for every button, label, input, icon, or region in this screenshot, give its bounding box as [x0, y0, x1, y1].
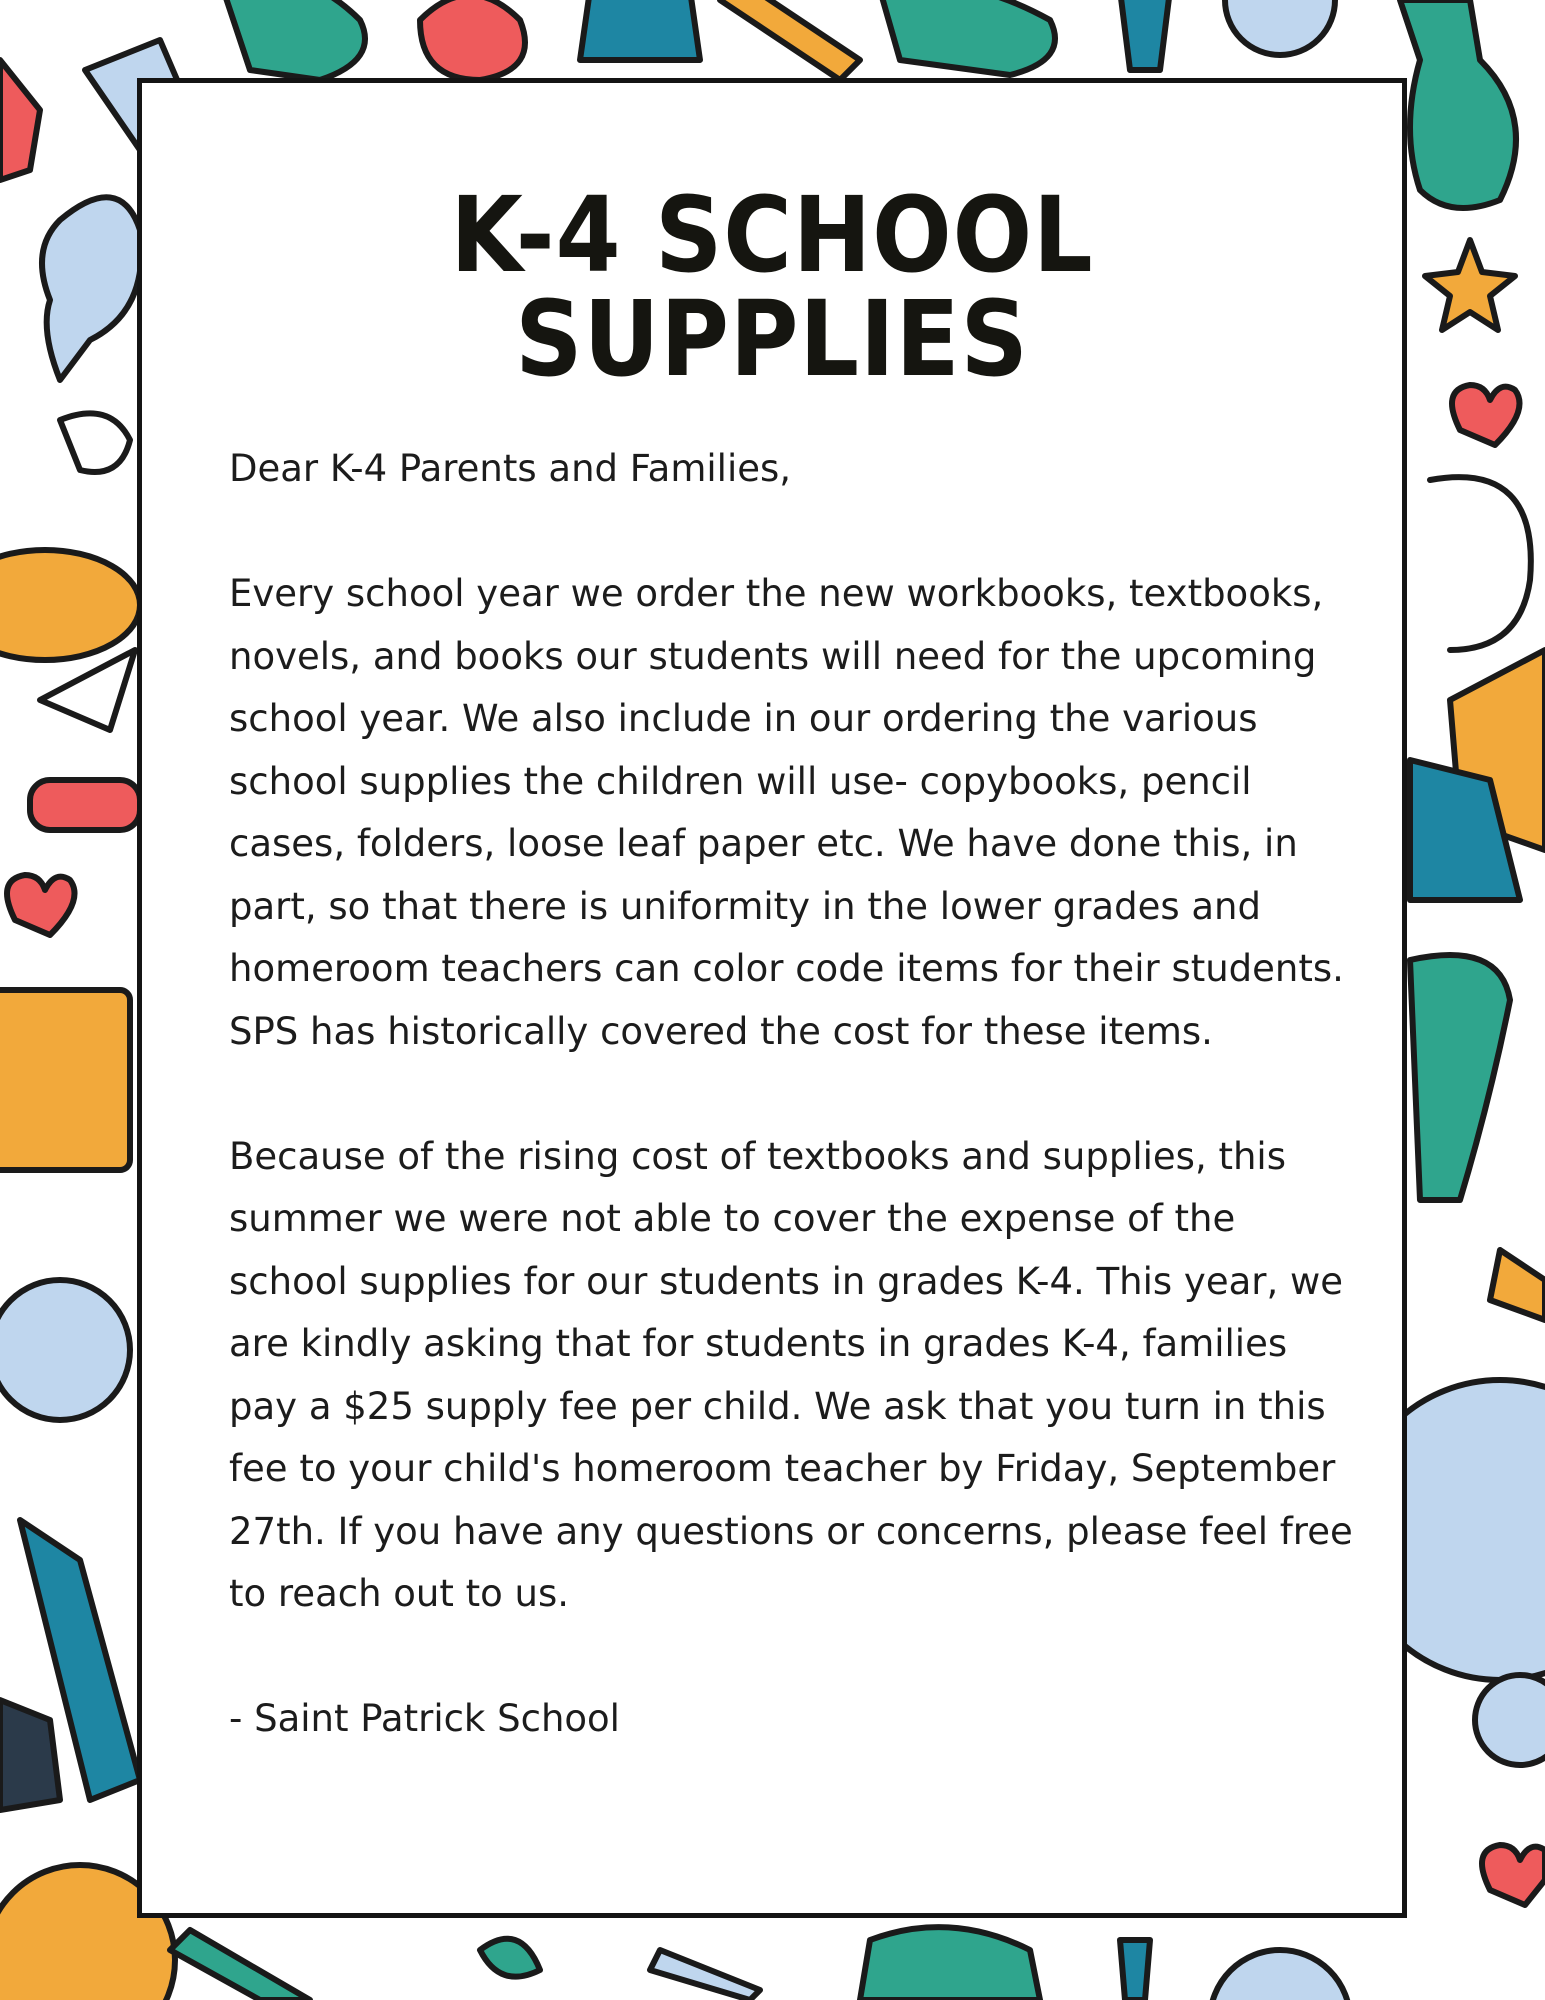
sharpener-top-icon: [880, 0, 1055, 75]
star-right-icon: [1425, 240, 1515, 330]
pencil-right-icon: [1490, 1250, 1545, 1320]
football-icon: [0, 550, 140, 660]
ruler-blue-icon: [580, 0, 700, 60]
letter-card: [137, 78, 1407, 1918]
paragraph-supply-fee: Because of the rising cost of textbooks and supplies, this summer we were not able to cover the expense of the school supplies for our students in grades K-4. This year, we are kindly asking that for students in grades K-4, families pay a $25 supply fee per child. We ask that you turn in this fee to your child's homeroom teacher by Friday, September 27th. If you have any questions or concerns, please feel free to reach out to us.: [229, 1134, 1353, 1615]
crayon-left-icon: [30, 780, 140, 830]
letter-body: [229, 438, 1359, 1751]
pencil-bottom-icon: [170, 1930, 310, 2000]
calculator-icon: [0, 990, 130, 1170]
alarm-clock-icon: [0, 1280, 130, 1420]
apple-icon: [420, 0, 525, 80]
marker-bottom-icon: [650, 1950, 760, 2000]
greeting: Dear K-4 Parents and Families,: [229, 447, 792, 490]
light-bulb-icon: [1475, 1675, 1545, 1765]
headphones-icon: [1430, 477, 1531, 650]
pen-bottom-icon: [1120, 1940, 1150, 2000]
alert-bubble-icon: [42, 197, 141, 380]
backpack-bottom-icon: [860, 1927, 1040, 2000]
microscope-icon: [1410, 955, 1510, 1200]
globe-bottom-icon: [1210, 1950, 1350, 2000]
heart-left-icon: [7, 875, 75, 935]
heart-bottom-right-icon: [1482, 1845, 1545, 1905]
binoculars-icon: [0, 1700, 60, 1810]
globe-top-icon: [1225, 0, 1335, 55]
pencil-yellow-top-icon: [720, 0, 860, 80]
signature: - Saint Patrick School: [229, 1697, 620, 1740]
pencil-left-icon: [0, 60, 40, 180]
leaf-bottom-icon: [480, 1939, 540, 1977]
flask-right-icon: [1400, 0, 1516, 208]
paragraph-supply-ordering: Every school year we order the new workbooks, textbooks, novels, and books our students will need for the upcoming school year. We also include in our ordering the various school supplies the children will use- copybooks, pencil cases, folders, loose leaf paper etc. We have done this, in part, so that there is uniformity in the lower grades and homeroom teachers can color code items for their students. SPS has historically covered the cost for these items.: [229, 572, 1344, 1053]
page-title: K-4 SCHOOL SUPPLIES: [450, 174, 1094, 400]
binder-clip-icon: [60, 413, 130, 472]
marker-top-icon: [1120, 0, 1170, 70]
heart-right-icon: [1452, 385, 1520, 445]
speech-bubble-top-icon: [220, 0, 365, 80]
